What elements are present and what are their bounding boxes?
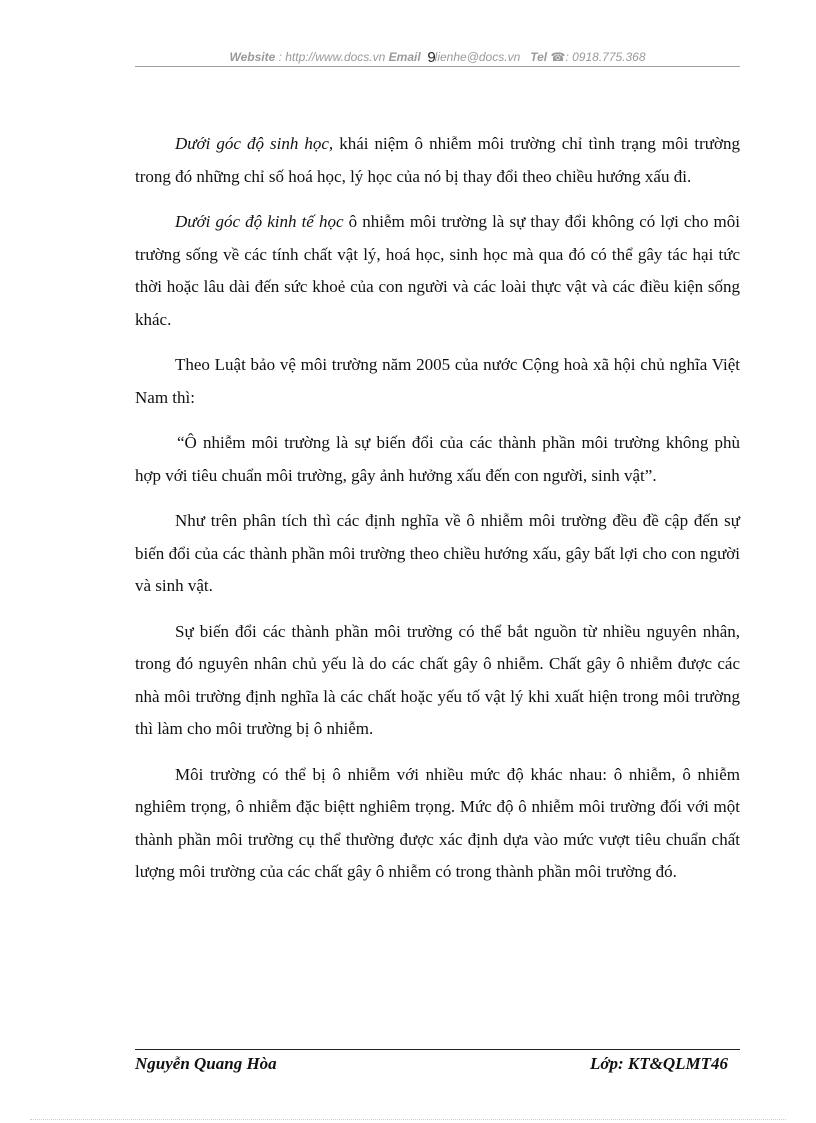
website-label: Website (229, 50, 276, 64)
paragraph-analysis: Như trên phân tích thì các định nghĩa về ô nhiễm môi trường đều đề cập đến sự biến đổi của các thành phần môi trường theo chiều hướng xấu, gây bất lợi cho con người và sinh vật. (135, 511, 740, 595)
paragraph-economics (135, 206, 740, 336)
paragraph-quote: “Ô nhiễm môi trường là sự biến đổi của các thành phần môi trường không phù hợp với tiêu chuẩn môi trường, gây ảnh hưởng xấu đến con người, sinh vật”. (135, 433, 740, 485)
footer-class: Lớp: KT&QLMT46 (589, 1054, 728, 1073)
paragraph-biology (135, 128, 740, 193)
document-body (135, 128, 740, 902)
tel-label: Tel (530, 50, 548, 64)
paragraph-biology-lead: Dưới góc độ sinh học, (175, 134, 334, 153)
page-number: 9 (427, 49, 435, 66)
page-header (135, 48, 740, 66)
paragraph-economics-text: ô nhiễm môi trường là sự thay đổi không có lợi cho môi trường sống về các tính chất vật lý, hoá học, sinh học mà qua đó có thể gây tác hại tức thời hoặc lâu dài đến sức khoẻ của con người và các loài thực vật và các điều kiện sống khác. (135, 212, 740, 329)
website-url[interactable]: : http://www.docs.vn (275, 50, 389, 64)
header-divider (135, 66, 740, 67)
footer-divider (135, 1049, 740, 1050)
paragraph-economics-lead: Dưới góc độ kinh tế học (175, 212, 344, 231)
footer-author: Nguyễn Quang Hòa (135, 1054, 277, 1073)
phone-number: : 0918.775.368 (565, 50, 646, 64)
email-label: Email (388, 50, 421, 64)
paragraph-causes: Sự biến đổi các thành phần môi trường có thể bắt nguồn từ nhiều nguyên nhân, trong đó nguyên nhân chủ yếu là do các chất gây ô nhiễm. Chất gây ô nhiễm được các nhà môi trường định nghĩa là các chất hoặc yếu tố vật lý khi xuất hiện trong môi trường thì làm cho môi trường bị ô nhiễm. (135, 621, 740, 738)
phone-icon: ☎ (550, 50, 566, 64)
email-address[interactable]: lienhe@docs.vn (434, 50, 524, 64)
paragraph-levels: Môi trường có thể bị ô nhiễm với nhiều mức độ khác nhau: ô nhiễm, ô nhiễm nghiêm trọng, ô nhiễm đặc biệtt nghiêm trọng. Mức độ ô nhiễm môi trường đối với một thành phần môi trường cụ thể thường được xác định dựa vào mức vượt tiêu chuẩn chất lượng môi trường của các chất gây ô nhiễm có trong thành phần môi trường đó. (135, 764, 740, 881)
paragraph-law: Theo Luật bảo vệ môi trường năm 2005 của nước Cộng hoà xã hội chủ nghĩa Việt Nam thì: (135, 355, 740, 407)
paragraph-biology-text: khái niệm ô nhiễm môi trường chỉ tình trạng môi trường trong đó những chỉ số hoá học, lý học của nó bị thay đổi theo chiều hướng xấu đi. (135, 134, 741, 186)
page-footer (135, 1054, 740, 1074)
page-bottom-border (30, 1119, 786, 1120)
